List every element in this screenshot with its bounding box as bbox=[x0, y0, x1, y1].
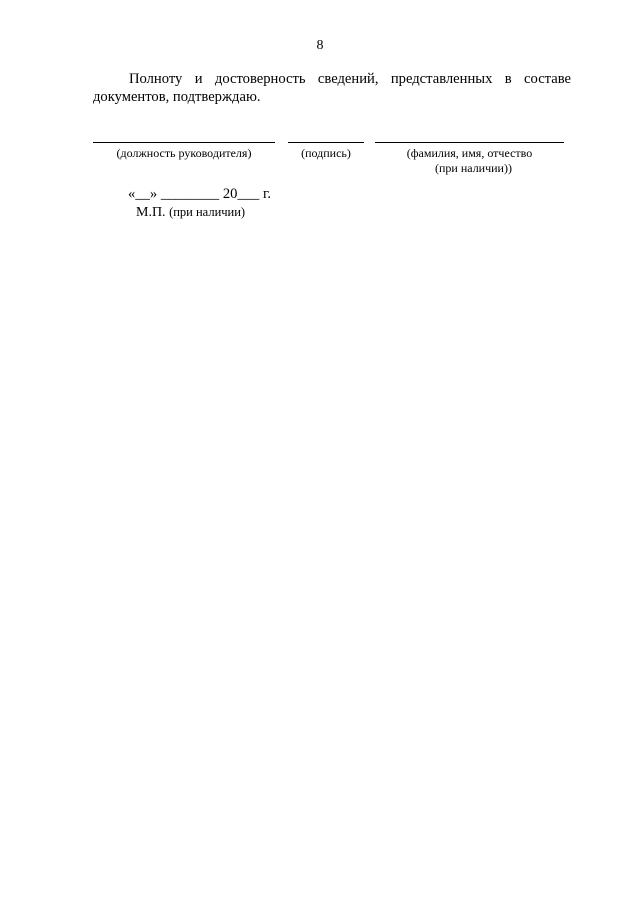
statement-line-1: Полноту и достоверность сведений, представленных в составе bbox=[129, 71, 571, 87]
stamp-label: М.П. bbox=[136, 205, 166, 220]
date-field: «__» ________ 20___ г. bbox=[128, 186, 271, 202]
full-name-caption-line-1: (фамилия, имя, отчество bbox=[406, 146, 533, 160]
position-caption: (должность руководителя) bbox=[116, 146, 252, 160]
position-signature-line bbox=[93, 142, 275, 143]
confirmation-statement bbox=[93, 70, 571, 106]
full-name-caption-line-2: (при наличии)) bbox=[435, 161, 512, 175]
statement-line-2: документов, подтверждаю. bbox=[93, 89, 261, 105]
signature-caption: (подпись) bbox=[301, 146, 351, 160]
stamp-note: (при наличии) bbox=[169, 205, 246, 219]
stamp-placeholder bbox=[136, 204, 245, 221]
signature-line bbox=[288, 142, 364, 143]
full-name-caption bbox=[375, 146, 564, 176]
full-name-signature-line bbox=[375, 142, 564, 143]
page-number: 8 bbox=[316, 38, 324, 53]
